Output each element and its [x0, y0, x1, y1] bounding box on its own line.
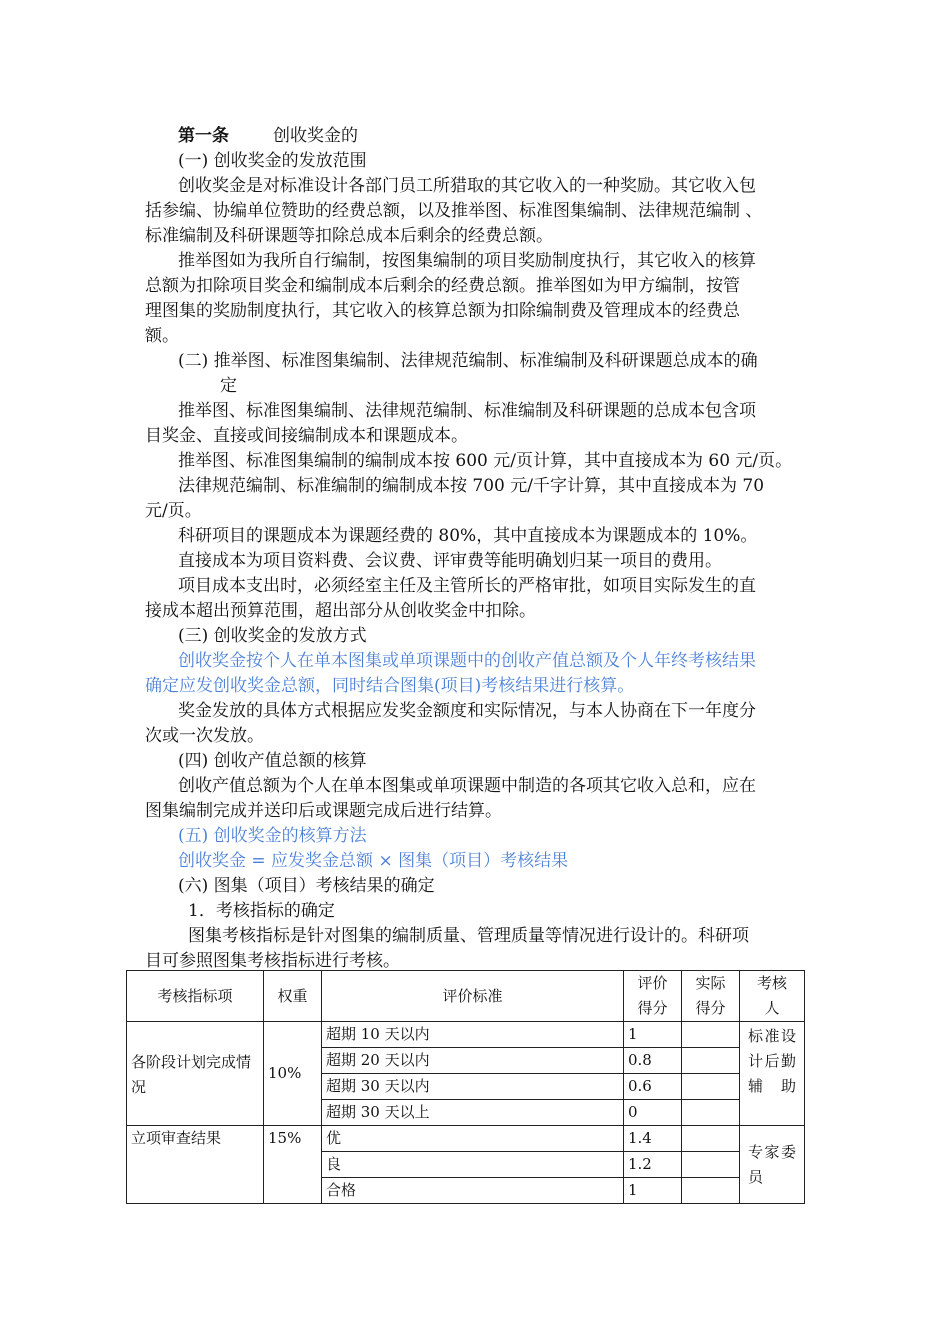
article-heading — [178, 124, 358, 149]
assessment-table — [126, 970, 805, 1204]
header-assessor: 考核人 — [740, 971, 805, 1022]
criteria-cell: 合格 — [322, 1178, 624, 1204]
weight-cell: 15% — [264, 1126, 322, 1204]
indicator-cell: 立项审查结果 — [127, 1126, 264, 1204]
header-weight: 权重 — [264, 971, 322, 1022]
text-line: 创收奖金 = 应发奖金总额 × 图集（项目）考核结果 — [178, 851, 569, 871]
text-line: (四) 创收产值总额的核算 — [178, 751, 367, 771]
text-line: 推举图、标准图集编制、法律规范编制、标准编制及科研课题的总成本包含项 — [178, 401, 756, 421]
assessor-cell: 专家委员 — [740, 1126, 805, 1204]
text-line: 创收奖金按个人在单本图集或单项课题中的创收产值总额及个人年终考核结果 — [178, 651, 756, 671]
text-line: 直接成本为项目资料费、会议费、评审费等能明确划归某一项目的费用。 — [178, 551, 722, 571]
score-cell: 1.2 — [624, 1152, 682, 1178]
text-line: 次或一次发放。 — [145, 726, 264, 746]
indicator-cell: 各阶段计划完成情况 — [127, 1022, 264, 1126]
criteria-cell: 超期 10 天以内 — [322, 1022, 624, 1048]
text-line: 括参编、协编单位赞助的经费总额，以及推举图、标准图集编制、法律规范编制 、 — [145, 201, 763, 221]
table-row — [127, 1022, 805, 1048]
score-cell: 1.4 — [624, 1126, 682, 1152]
text-line: 总额为扣除项目奖金和编制成本后剩余的经费总额。推举图如为甲方编制，按管 — [145, 276, 740, 296]
actual-score-cell — [682, 1152, 740, 1178]
text-line: 目奖金、直接或间接编制成本和课题成本。 — [145, 426, 468, 446]
actual-score-cell — [682, 1022, 740, 1048]
score-cell: 0 — [624, 1100, 682, 1126]
table-row — [127, 1126, 805, 1152]
weight-cell: 10% — [264, 1022, 322, 1126]
score-cell: 1 — [624, 1178, 682, 1204]
text-line: 法律规范编制、标准编制的编制成本按 700 元/千字计算，其中直接成本为 70 — [178, 476, 765, 496]
text-line: (二) 推举图、标准图集编制、法律规范编制、标准编制及科研课题总成本的确 — [178, 351, 758, 371]
article-number: 第一条 — [178, 126, 229, 146]
header-score: 评价得分 — [624, 971, 682, 1022]
header-actual: 实际得分 — [682, 971, 740, 1022]
header-indicator: 考核指标项 — [127, 971, 264, 1022]
table-header-row — [127, 971, 805, 1022]
text-line: 标准编制及科研课题等扣除总成本后剩余的经费总额。 — [145, 226, 553, 246]
text-line: 定 — [220, 376, 237, 396]
text-line: 目可参照图集考核指标进行考核。 — [145, 951, 400, 971]
criteria-cell: 超期 30 天以内 — [322, 1074, 624, 1100]
actual-score-cell — [682, 1126, 740, 1152]
score-cell: 0.8 — [624, 1048, 682, 1074]
text-line: 奖金发放的具体方式根据应发奖金额度和实际情况，与本人协商在下一年度分 — [178, 701, 756, 721]
text-line: 确定应发创收奖金总额，同时结合图集(项目)考核结果进行核算。 — [145, 676, 635, 696]
text-line: (六) 图集（项目）考核结果的确定 — [178, 876, 435, 896]
criteria-cell: 超期 20 天以内 — [322, 1048, 624, 1074]
text-line: 元/页。 — [145, 501, 202, 521]
text-line: 接成本超出预算范围，超出部分从创收奖金中扣除。 — [145, 601, 536, 621]
text-line: 项目成本支出时，必须经室主任及主管所长的严格审批，如项目实际发生的直 — [178, 576, 756, 596]
text-line: 科研项目的课题成本为课题经费的 80%，其中直接成本为课题成本的 10%。 — [178, 526, 758, 546]
criteria-cell: 良 — [322, 1152, 624, 1178]
text-line: (三) 创收奖金的发放方式 — [178, 626, 367, 646]
text-line: 图集考核指标是针对图集的编制质量、管理质量等情况进行设计的。科研项 — [188, 926, 749, 946]
score-cell: 1 — [624, 1022, 682, 1048]
actual-score-cell — [682, 1074, 740, 1100]
criteria-cell: 优 — [322, 1126, 624, 1152]
text-line: (五) 创收奖金的核算方法 — [178, 826, 367, 846]
actual-score-cell — [682, 1100, 740, 1126]
score-cell: 0.6 — [624, 1074, 682, 1100]
text-line: 推举图、标准图集编制的编制成本按 600 元/页计算，其中直接成本为 60 元/页。 — [178, 451, 793, 471]
header-criteria: 评价标准 — [322, 971, 624, 1022]
actual-score-cell — [682, 1048, 740, 1074]
text-line: 图集编制完成并送印后或课题完成后进行结算。 — [145, 801, 502, 821]
assessor-cell: 标准设计后勤辅助 — [740, 1022, 805, 1126]
text-line: 理图集的奖励制度执行，其它收入的核算总额为扣除编制费及管理成本的经费总 — [145, 301, 740, 321]
text-line: (一) 创收奖金的发放范围 — [178, 151, 367, 171]
actual-score-cell — [682, 1178, 740, 1204]
text-line: 1．考核指标的确定 — [188, 901, 335, 921]
text-line: 创收奖金是对标准设计各部门员工所猎取的其它收入的一种奖励。其它收入包 — [178, 176, 756, 196]
text-line: 创收产值总额为个人在单本图集或单项课题中制造的各项其它收入总和，应在 — [178, 776, 756, 796]
article-title: 创收奖金的 — [273, 126, 358, 146]
text-line: 推举图如为我所自行编制，按图集编制的项目奖励制度执行，其它收入的核算 — [178, 251, 756, 271]
text-line: 额。 — [145, 326, 179, 346]
criteria-cell: 超期 30 天以上 — [322, 1100, 624, 1126]
